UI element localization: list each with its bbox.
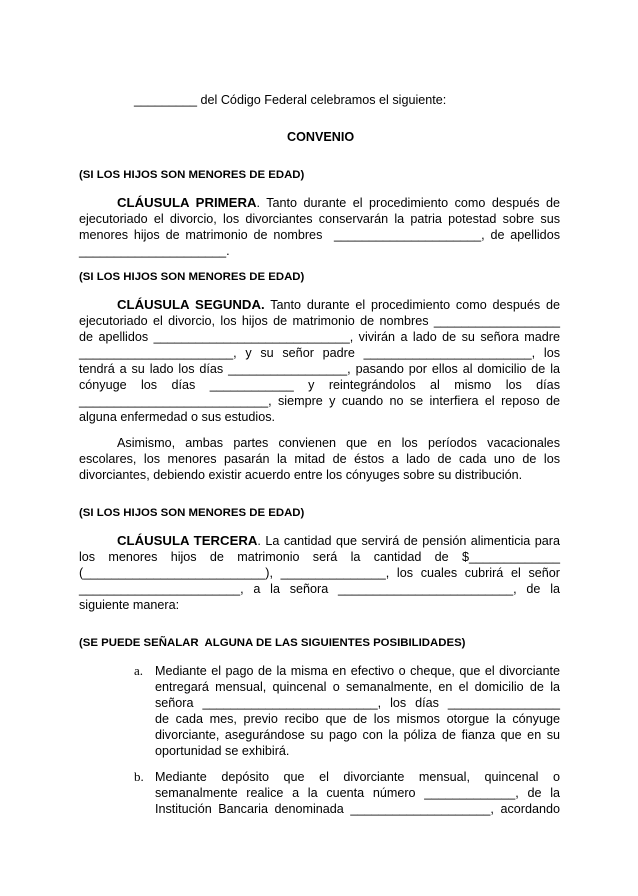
clause-line: menores hijos de matrimonio de nombres _____________________, de apellidos	[79, 228, 560, 242]
list-item-line: señora _________________________, los días ________________	[155, 696, 560, 710]
clause-line: tendrá a su lado los días _________________, pasando por ellos al domicilio de la	[79, 362, 560, 376]
clause-line: (__________________________), _______________, los cuales cubrirá el señor	[79, 566, 560, 580]
clause-line: siguiente manera:	[79, 598, 180, 612]
clause-line: los menores hijos de matrimonio será la cantidad de $_____________	[79, 550, 560, 564]
clause-line: ______________________, y su señor padre ________________________, los	[79, 346, 560, 360]
clause-first-line	[117, 195, 560, 211]
list-item-line: Mediante depósito que el divorciante mensual, quincenal o	[155, 770, 560, 784]
clause-text: . La cantidad que servirá de pensión alimenticia para	[257, 534, 560, 548]
clause-line: alguna enfermedad o sus estudios.	[79, 410, 276, 424]
paragraph-line: divorciantes, debiendo existir acuerdo entre los cónyuges sobre su distribución.	[79, 468, 523, 482]
clause-text: Tanto durante el procedimiento como después de	[264, 298, 560, 312]
list-item-line: Institución Bancaria denominada ____________________, acordando	[155, 802, 560, 816]
clause-line: ejecutoriado el divorcio, los divorciantes conservarán la patria potestad sobre sus	[79, 212, 560, 226]
list-item-line: entregará mensual, quincenal o semanalmente, en el domicilio de la	[155, 680, 560, 694]
list-item-line: semanalmente realice a la cuenta número _____________, de la	[155, 786, 560, 800]
clause-line: ___________________________, siempre y cuando no se interfiera el reposo de	[79, 394, 560, 408]
paragraph-line: escolares, los menores pasarán la mitad de éstos a lado de cada uno de los	[79, 452, 560, 466]
clause-first-line	[117, 297, 560, 313]
clause-line: _____________________.	[79, 244, 230, 258]
list-marker: a.	[134, 663, 144, 678]
clause-heading: CLÁUSULA PRIMERA	[117, 195, 257, 210]
section-note: (SI LOS HIJOS SON MENORES DE EDAD)	[79, 169, 305, 181]
clause-heading: CLÁUSULA SEGUNDA.	[117, 297, 265, 312]
clause-text: . Tanto durante el procedimiento como después de	[256, 196, 560, 210]
section-note: (SE PUEDE SEÑALAR ALGUNA DE LAS SIGUIENTES POSIBILIDADES)	[79, 637, 466, 649]
list-marker: b.	[134, 769, 144, 784]
list-item-line: oportunidad se exhibirá.	[155, 744, 290, 758]
list-item-line: divorciante, asegurándose su pago con la póliza de fianza que en su	[155, 728, 560, 742]
clause-line: de apellidos ____________________________, vivirán a lado de su señora madre	[79, 330, 560, 344]
clause-line: cónyuge los días ____________ y reintegrándolos al mismo los días	[79, 378, 560, 392]
clause-heading: CLÁUSULA TERCERA	[117, 533, 258, 548]
section-note: (SI LOS HIJOS SON MENORES DE EDAD)	[79, 271, 305, 283]
section-note: (SI LOS HIJOS SON MENORES DE EDAD)	[79, 507, 305, 519]
list-item-line: Mediante el pago de la misma en efectivo o cheque, que el divorciante	[155, 664, 560, 678]
paragraph-line: Asimismo, ambas partes convienen que en los períodos vacacionales	[117, 436, 560, 450]
clause-line: _______________________, a la señora _________________________, de la	[79, 582, 560, 596]
intro-line: _________ del Código Federal celebramos el siguiente:	[134, 93, 447, 107]
clause-first-line	[117, 533, 560, 549]
document-title: CONVENIO	[287, 130, 355, 144]
list-item-line: de cada mes, previo recibo que de los mismos otorgue la cónyuge	[155, 712, 560, 726]
clause-line: ejecutoriado el divorcio, los hijos de matrimonio de nombres __________________	[79, 314, 560, 328]
